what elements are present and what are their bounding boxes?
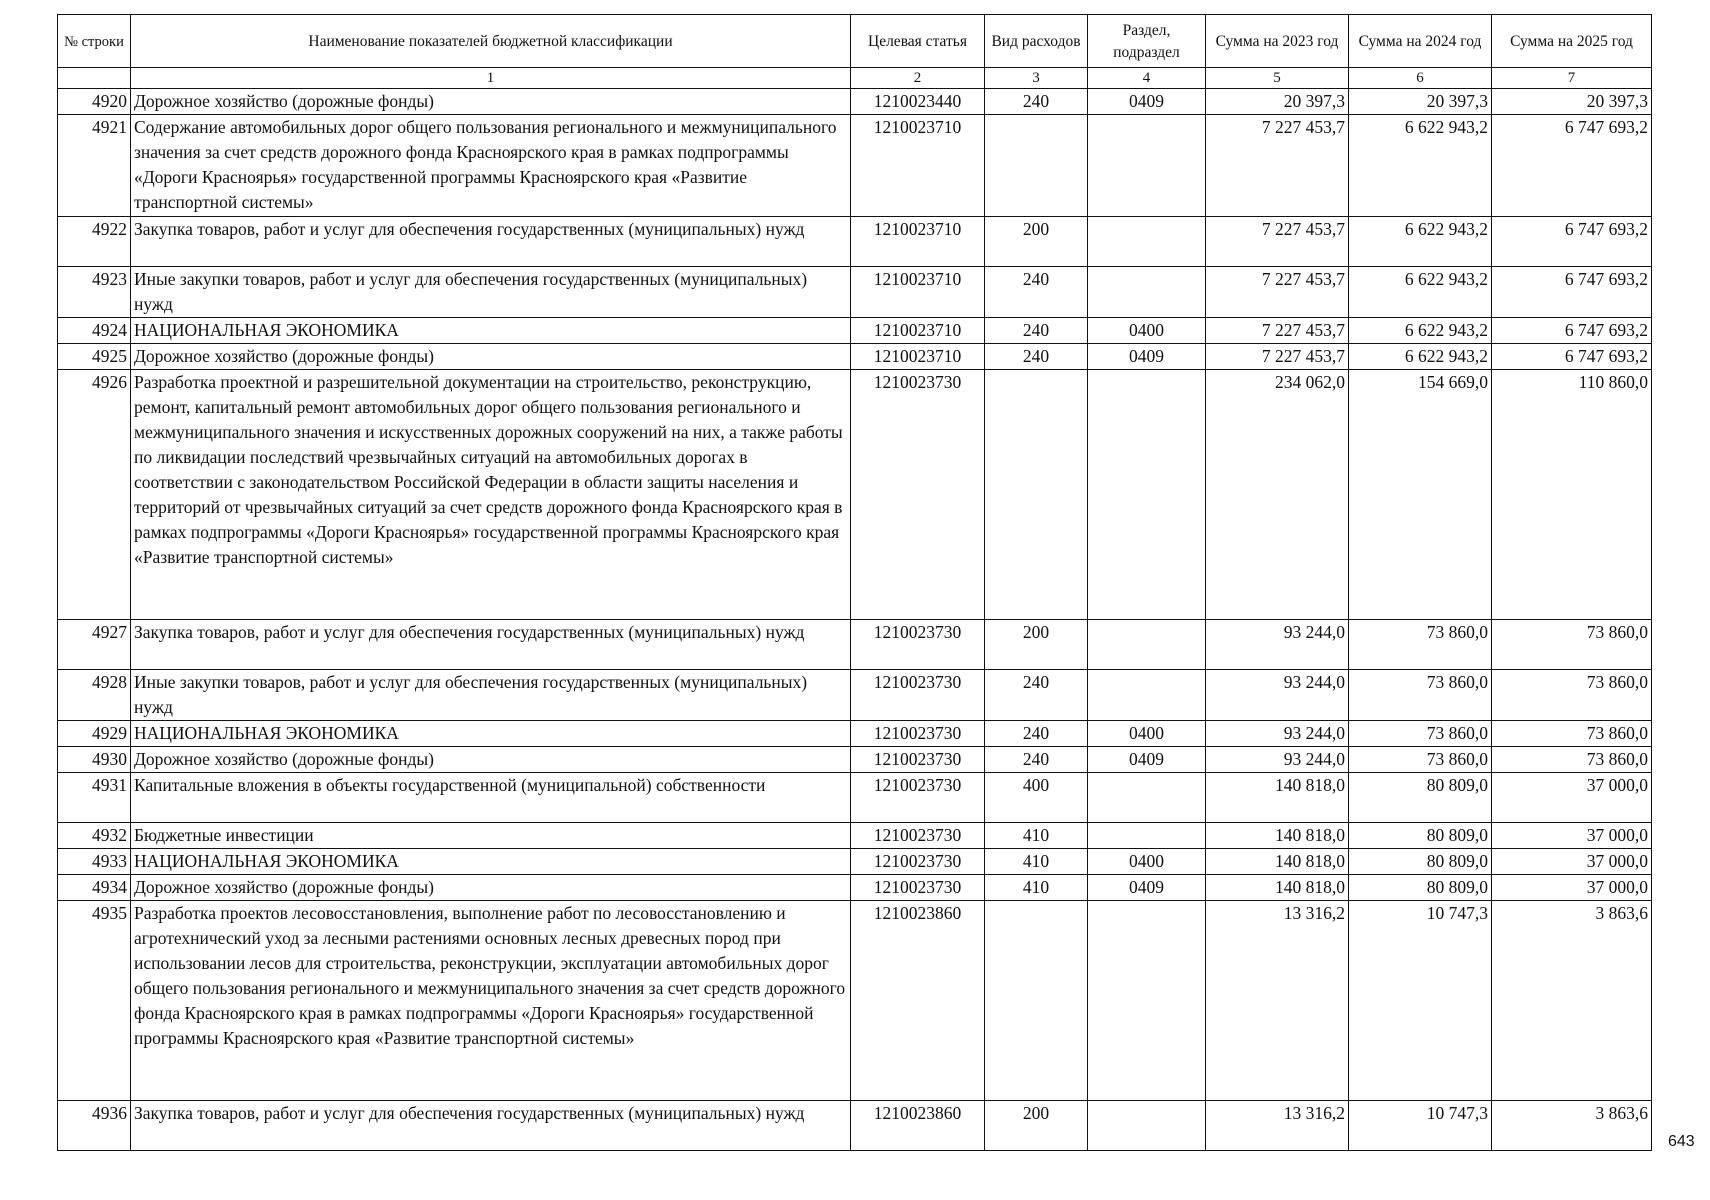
row-target: 1210023710 bbox=[851, 267, 985, 318]
row-kind: 240 bbox=[985, 267, 1088, 318]
row-section bbox=[1088, 901, 1206, 1101]
row-sum-2024: 80 809,0 bbox=[1349, 773, 1492, 823]
header-target: Целевая статья bbox=[851, 15, 985, 68]
row-sum-2024: 6 622 943,2 bbox=[1349, 344, 1492, 370]
col-number: 2 bbox=[851, 68, 985, 89]
table-row bbox=[58, 1101, 1652, 1151]
row-sum-2024: 6 622 943,2 bbox=[1349, 115, 1492, 217]
header-sum-2023: Сумма на 2023 год bbox=[1206, 15, 1349, 68]
table-row bbox=[58, 267, 1652, 318]
col-number: 6 bbox=[1349, 68, 1492, 89]
row-section: 0409 bbox=[1088, 344, 1206, 370]
table-row bbox=[58, 849, 1652, 875]
header-section: Раздел, подраздел bbox=[1088, 15, 1206, 68]
row-sum-2023: 140 818,0 bbox=[1206, 823, 1349, 849]
row-section bbox=[1088, 670, 1206, 721]
row-sum-2025: 37 000,0 bbox=[1492, 773, 1652, 823]
budget-table bbox=[57, 14, 1652, 1151]
row-sum-2025: 37 000,0 bbox=[1492, 849, 1652, 875]
row-number: 4924 bbox=[58, 318, 131, 344]
table-row bbox=[58, 901, 1652, 1101]
row-number: 4934 bbox=[58, 875, 131, 901]
table-row bbox=[58, 344, 1652, 370]
row-sum-2024: 6 622 943,2 bbox=[1349, 217, 1492, 267]
row-name: Бюджетные инвестиции bbox=[131, 823, 851, 849]
row-sum-2023: 93 244,0 bbox=[1206, 747, 1349, 773]
row-sum-2023: 7 227 453,7 bbox=[1206, 344, 1349, 370]
table-row bbox=[58, 670, 1652, 721]
row-sum-2023: 93 244,0 bbox=[1206, 620, 1349, 670]
row-section bbox=[1088, 773, 1206, 823]
row-number: 4926 bbox=[58, 370, 131, 620]
row-name: НАЦИОНАЛЬНАЯ ЭКОНОМИКА bbox=[131, 318, 851, 344]
row-number: 4929 bbox=[58, 721, 131, 747]
row-sum-2024: 80 809,0 bbox=[1349, 849, 1492, 875]
column-numbers-row bbox=[58, 68, 1652, 89]
row-sum-2025: 6 747 693,2 bbox=[1492, 115, 1652, 217]
row-sum-2025: 6 747 693,2 bbox=[1492, 318, 1652, 344]
row-name: Разработка проектов лесовосстановления, выполнение работ по лесовосстановлению и агротехнический уход за лесными растениями основных лесных древесных пород при использовании лесов для строительства, реконструкции, эксплуатации автомобильных дорог общего пользования регионального и межмуниципального значения за счет средств дорожного фонда Красноярского края в рамках подпрограммы «Дороги Красноярья» государственной программы Красноярского края «Развитие транспортной системы» bbox=[131, 901, 851, 1101]
row-target: 1210023730 bbox=[851, 370, 985, 620]
row-section bbox=[1088, 267, 1206, 318]
row-name: Иные закупки товаров, работ и услуг для обеспечения государственных (муниципальных) нужд bbox=[131, 670, 851, 721]
row-section bbox=[1088, 115, 1206, 217]
row-name: Дорожное хозяйство (дорожные фонды) bbox=[131, 875, 851, 901]
row-sum-2025: 6 747 693,2 bbox=[1492, 344, 1652, 370]
row-kind: 240 bbox=[985, 721, 1088, 747]
col-number: 5 bbox=[1206, 68, 1349, 89]
header-row bbox=[58, 15, 1652, 68]
row-sum-2023: 140 818,0 bbox=[1206, 849, 1349, 875]
row-sum-2023: 93 244,0 bbox=[1206, 670, 1349, 721]
row-kind: 240 bbox=[985, 344, 1088, 370]
row-name: Закупка товаров, работ и услуг для обеспечения государственных (муниципальных) нужд bbox=[131, 620, 851, 670]
row-target: 1210023730 bbox=[851, 670, 985, 721]
row-kind bbox=[985, 901, 1088, 1101]
table-row bbox=[58, 875, 1652, 901]
row-kind: 200 bbox=[985, 217, 1088, 267]
row-sum-2024: 80 809,0 bbox=[1349, 823, 1492, 849]
row-sum-2025: 3 863,6 bbox=[1492, 901, 1652, 1101]
table-row bbox=[58, 89, 1652, 115]
row-sum-2024: 73 860,0 bbox=[1349, 620, 1492, 670]
row-target: 1210023730 bbox=[851, 747, 985, 773]
row-section: 0400 bbox=[1088, 318, 1206, 344]
row-target: 1210023730 bbox=[851, 773, 985, 823]
row-target: 1210023730 bbox=[851, 849, 985, 875]
table-row bbox=[58, 370, 1652, 620]
row-sum-2025: 37 000,0 bbox=[1492, 823, 1652, 849]
row-number: 4936 bbox=[58, 1101, 131, 1151]
row-number: 4922 bbox=[58, 217, 131, 267]
row-number: 4921 bbox=[58, 115, 131, 217]
row-sum-2024: 6 622 943,2 bbox=[1349, 267, 1492, 318]
row-kind: 410 bbox=[985, 849, 1088, 875]
row-name: НАЦИОНАЛЬНАЯ ЭКОНОМИКА bbox=[131, 721, 851, 747]
row-name: Дорожное хозяйство (дорожные фонды) bbox=[131, 747, 851, 773]
header-row-no: № строки bbox=[58, 15, 131, 68]
row-sum-2025: 110 860,0 bbox=[1492, 370, 1652, 620]
row-name: НАЦИОНАЛЬНАЯ ЭКОНОМИКА bbox=[131, 849, 851, 875]
row-kind: 200 bbox=[985, 620, 1088, 670]
row-name: Капитальные вложения в объекты государственной (муниципальной) собственности bbox=[131, 773, 851, 823]
row-target: 1210023710 bbox=[851, 344, 985, 370]
row-number: 4928 bbox=[58, 670, 131, 721]
row-name: Иные закупки товаров, работ и услуг для обеспечения государственных (муниципальных) нужд bbox=[131, 267, 851, 318]
row-number: 4935 bbox=[58, 901, 131, 1101]
col-number: 3 bbox=[985, 68, 1088, 89]
budget-table-container bbox=[57, 14, 1651, 1151]
header-name: Наименование показателей бюджетной классификации bbox=[131, 15, 851, 68]
row-kind: 240 bbox=[985, 89, 1088, 115]
row-name: Содержание автомобильных дорог общего пользования регионального и межмуниципального значения за счет средств дорожного фонда Красноярского края в рамках подпрограммы «Дороги Красноярья» государственной программы Красноярского края «Развитие транспортной системы» bbox=[131, 115, 851, 217]
row-sum-2025: 6 747 693,2 bbox=[1492, 267, 1652, 318]
row-sum-2023: 93 244,0 bbox=[1206, 721, 1349, 747]
row-sum-2023: 140 818,0 bbox=[1206, 875, 1349, 901]
row-number: 4932 bbox=[58, 823, 131, 849]
row-number: 4933 bbox=[58, 849, 131, 875]
row-number: 4931 bbox=[58, 773, 131, 823]
row-number: 4930 bbox=[58, 747, 131, 773]
row-kind: 240 bbox=[985, 670, 1088, 721]
row-sum-2024: 73 860,0 bbox=[1349, 670, 1492, 721]
row-number: 4920 bbox=[58, 89, 131, 115]
row-name: Закупка товаров, работ и услуг для обеспечения государственных (муниципальных) нужд bbox=[131, 1101, 851, 1151]
table-row bbox=[58, 318, 1652, 344]
row-section bbox=[1088, 823, 1206, 849]
row-sum-2025: 37 000,0 bbox=[1492, 875, 1652, 901]
row-sum-2024: 73 860,0 bbox=[1349, 721, 1492, 747]
row-sum-2024: 20 397,3 bbox=[1349, 89, 1492, 115]
row-sum-2025: 73 860,0 bbox=[1492, 747, 1652, 773]
row-kind bbox=[985, 370, 1088, 620]
row-target: 1210023440 bbox=[851, 89, 985, 115]
table-row bbox=[58, 217, 1652, 267]
row-sum-2023: 7 227 453,7 bbox=[1206, 115, 1349, 217]
table-row bbox=[58, 620, 1652, 670]
row-sum-2025: 20 397,3 bbox=[1492, 89, 1652, 115]
row-target: 1210023710 bbox=[851, 217, 985, 267]
row-section: 0409 bbox=[1088, 89, 1206, 115]
row-kind: 410 bbox=[985, 875, 1088, 901]
col-number: 7 bbox=[1492, 68, 1652, 89]
row-section: 0400 bbox=[1088, 721, 1206, 747]
table-row bbox=[58, 721, 1652, 747]
row-target: 1210023860 bbox=[851, 901, 985, 1101]
row-kind: 400 bbox=[985, 773, 1088, 823]
row-sum-2023: 234 062,0 bbox=[1206, 370, 1349, 620]
row-target: 1210023730 bbox=[851, 875, 985, 901]
row-name: Разработка проектной и разрешительной документации на строительство, реконструкцию, ремонт, капитальный ремонт автомобильных дорог общего пользования регионального и межмуниципального значения и искусственных дорожных сооружений на них, а также работы по ликвидации последствий чрезвычайных ситуаций на автомобильных дорогах в соответствии с законодательством Российской Федерации в области защиты населения и территорий от чрезвычайных ситуаций за счет средств дорожного фонда Красноярского края в рамках подпрограммы «Дороги Красноярья» государственной программы Красноярского края «Развитие транспортной системы» bbox=[131, 370, 851, 620]
row-kind bbox=[985, 115, 1088, 217]
row-sum-2024: 10 747,3 bbox=[1349, 901, 1492, 1101]
row-section: 0400 bbox=[1088, 849, 1206, 875]
row-sum-2023: 13 316,2 bbox=[1206, 1101, 1349, 1151]
header-sum-2024: Сумма на 2024 год bbox=[1349, 15, 1492, 68]
row-sum-2023: 7 227 453,7 bbox=[1206, 267, 1349, 318]
row-sum-2024: 6 622 943,2 bbox=[1349, 318, 1492, 344]
row-name: Дорожное хозяйство (дорожные фонды) bbox=[131, 89, 851, 115]
row-kind: 410 bbox=[985, 823, 1088, 849]
row-target: 1210023710 bbox=[851, 115, 985, 217]
row-number: 4927 bbox=[58, 620, 131, 670]
row-sum-2024: 73 860,0 bbox=[1349, 747, 1492, 773]
row-section bbox=[1088, 1101, 1206, 1151]
col-number: 1 bbox=[131, 68, 851, 89]
row-kind: 240 bbox=[985, 318, 1088, 344]
table-row bbox=[58, 747, 1652, 773]
row-sum-2024: 80 809,0 bbox=[1349, 875, 1492, 901]
row-number: 4923 bbox=[58, 267, 131, 318]
row-sum-2023: 13 316,2 bbox=[1206, 901, 1349, 1101]
col-number bbox=[58, 68, 131, 89]
row-sum-2025: 3 863,6 bbox=[1492, 1101, 1652, 1151]
table-row bbox=[58, 773, 1652, 823]
header-kind: Вид расходов bbox=[985, 15, 1088, 68]
row-sum-2024: 10 747,3 bbox=[1349, 1101, 1492, 1151]
row-kind: 240 bbox=[985, 747, 1088, 773]
row-sum-2023: 7 227 453,7 bbox=[1206, 318, 1349, 344]
row-section: 0409 bbox=[1088, 875, 1206, 901]
row-section: 0409 bbox=[1088, 747, 1206, 773]
row-target: 1210023710 bbox=[851, 318, 985, 344]
row-section bbox=[1088, 370, 1206, 620]
row-target: 1210023860 bbox=[851, 1101, 985, 1151]
row-sum-2025: 73 860,0 bbox=[1492, 620, 1652, 670]
row-section bbox=[1088, 620, 1206, 670]
row-sum-2025: 73 860,0 bbox=[1492, 670, 1652, 721]
page-number: 643 bbox=[1668, 1133, 1695, 1150]
row-name: Закупка товаров, работ и услуг для обеспечения государственных (муниципальных) нужд bbox=[131, 217, 851, 267]
row-sum-2025: 6 747 693,2 bbox=[1492, 217, 1652, 267]
row-name: Дорожное хозяйство (дорожные фонды) bbox=[131, 344, 851, 370]
row-sum-2023: 20 397,3 bbox=[1206, 89, 1349, 115]
row-target: 1210023730 bbox=[851, 823, 985, 849]
row-sum-2024: 154 669,0 bbox=[1349, 370, 1492, 620]
row-sum-2025: 73 860,0 bbox=[1492, 721, 1652, 747]
row-sum-2023: 140 818,0 bbox=[1206, 773, 1349, 823]
table-row bbox=[58, 823, 1652, 849]
row-kind: 200 bbox=[985, 1101, 1088, 1151]
table-row bbox=[58, 115, 1652, 217]
row-section bbox=[1088, 217, 1206, 267]
col-number: 4 bbox=[1088, 68, 1206, 89]
row-sum-2023: 7 227 453,7 bbox=[1206, 217, 1349, 267]
header-sum-2025: Сумма на 2025 год bbox=[1492, 15, 1652, 68]
row-target: 1210023730 bbox=[851, 620, 985, 670]
row-target: 1210023730 bbox=[851, 721, 985, 747]
row-number: 4925 bbox=[58, 344, 131, 370]
